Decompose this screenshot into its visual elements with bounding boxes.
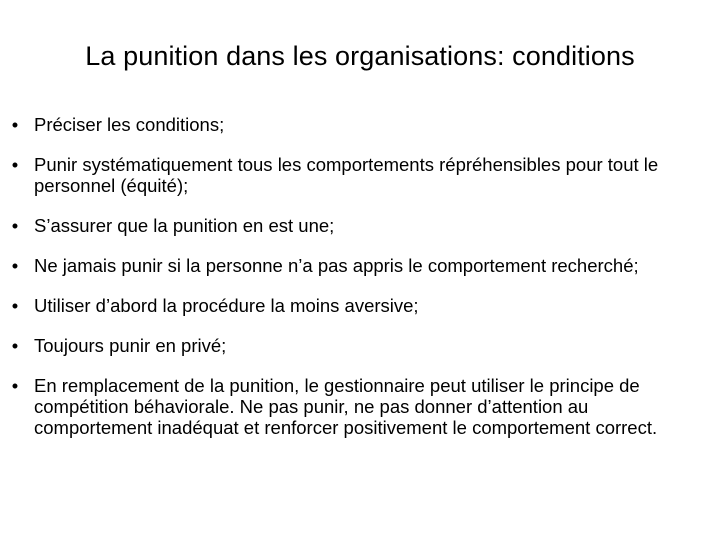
bullet-dot-icon: • [11,215,19,236]
bullet-text: Punir systématiquement tous les comportements répréhensibles pour tout le personnel (équité); [34,154,659,196]
bullet-item [0,295,720,316]
slide-title: La punition dans les organisations: conditions [85,41,635,71]
bullet-item [0,335,720,356]
bullet-dot-icon: • [11,255,19,276]
bullet-dot-icon: • [11,154,19,175]
bullet-text: Ne jamais punir si la personne n’a pas appris le comportement recherché; [34,255,639,276]
bullet-dot-icon: • [11,375,19,396]
bullet-text: Préciser les conditions; [34,114,225,135]
bullet-list [0,114,720,457]
bullet-item [0,154,720,196]
bullet-dot-icon: • [11,295,19,316]
bullet-dot-icon: • [11,335,19,356]
bullet-text: Utiliser d’abord la procédure la moins aversive; [34,295,419,316]
bullet-text: S’assurer que la punition en est une; [34,215,335,236]
bullet-text: Toujours punir en privé; [34,335,227,356]
bullet-item [0,255,720,276]
bullet-item [0,114,720,135]
bullet-item [0,375,720,438]
bullet-item [0,215,720,236]
bullet-dot-icon: • [11,114,19,135]
bullet-text: En remplacement de la punition, le gestionnaire peut utiliser le principe de compétition béhaviorale. Ne pas punir, ne pas donner d’attention au comportement inadéquat et renforcer positivement le comportement correct. [34,375,658,438]
